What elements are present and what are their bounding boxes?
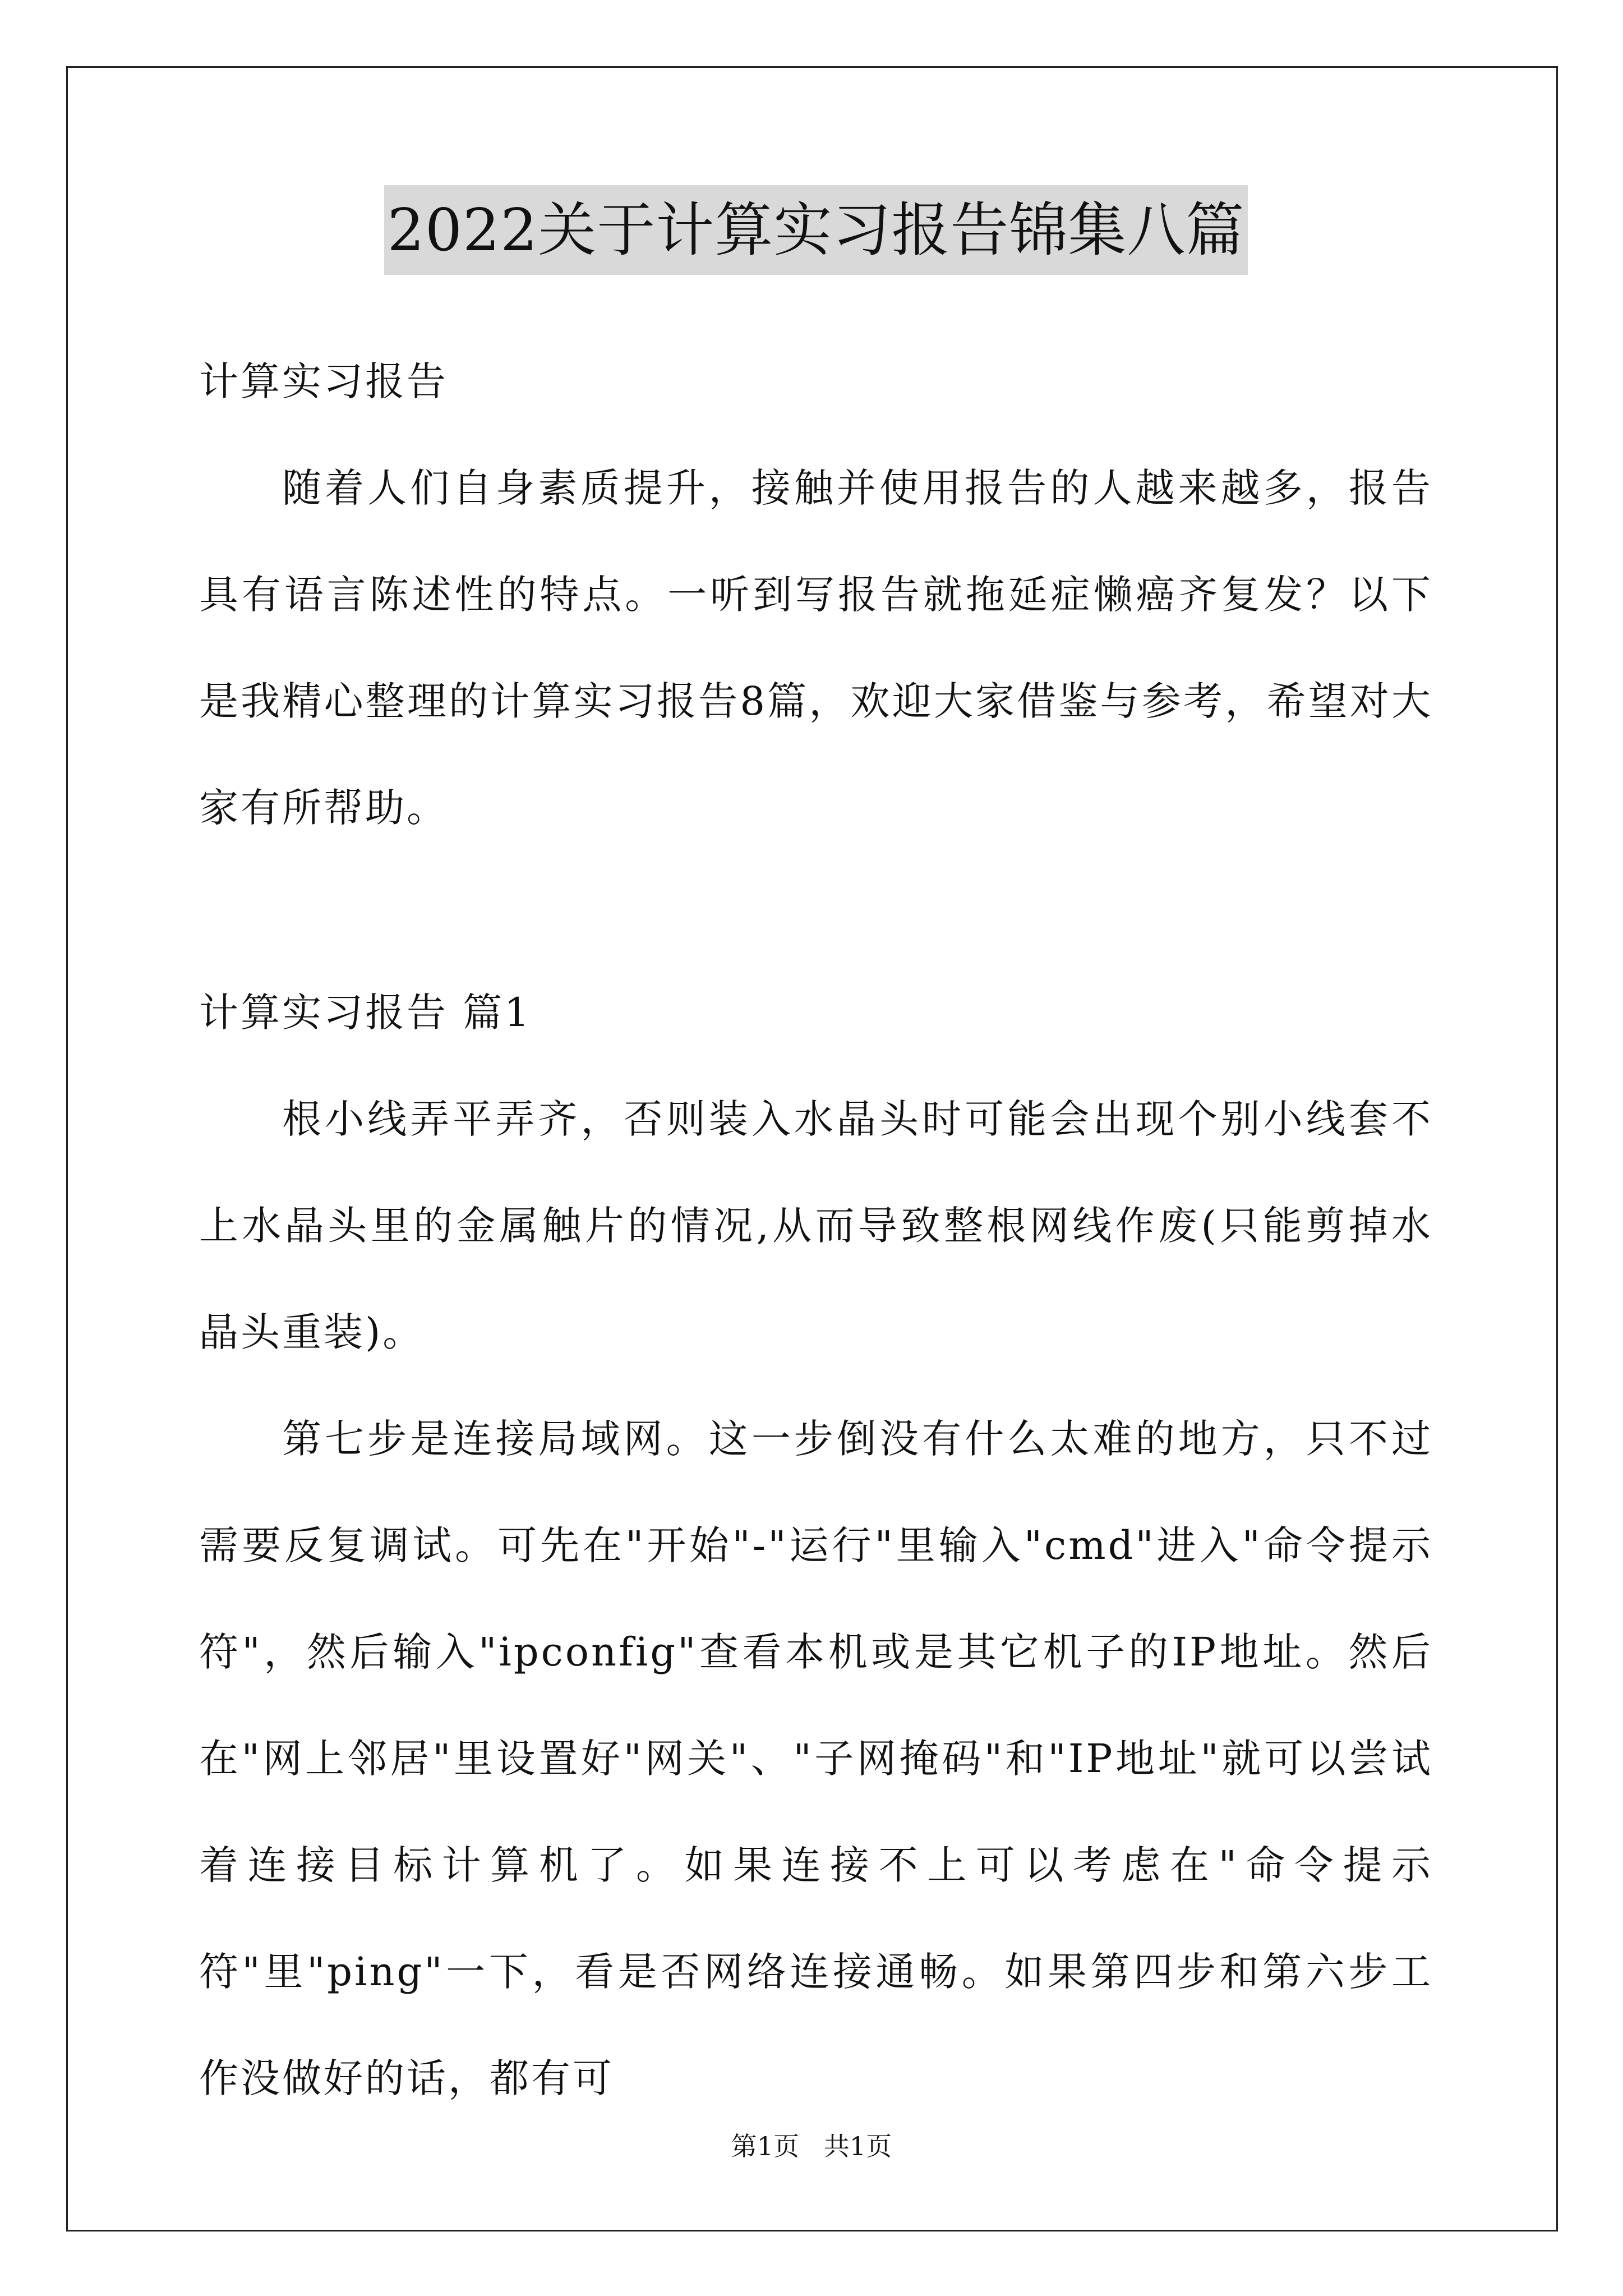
section-paragraph-1: 根小线弄平弄齐，否则装入水晶头时可能会出现个别小线套不上水晶头里的金属触片的情况,从而导致整根网线作废(只能剪掉水晶头重装)。	[199, 1096, 1433, 1355]
intro-heading: 计算实习报告	[199, 358, 448, 404]
section-gap	[199, 861, 1433, 959]
document-body	[199, 185, 1433, 2132]
document-title: 2022关于计算实习报告锦集八篇	[384, 185, 1248, 275]
intro-paragraph: 随着人们自身素质提升，接触并使用报告的人越来越多，报告具有语言陈述性的特点。一听到写报告就拖延症懒癌齐复发？以下是我精心整理的计算实习报告8篇，欢迎大家借鉴与参考，希望对大家有所帮助。	[199, 465, 1433, 831]
title-wrap	[199, 185, 1433, 275]
section-heading: 计算实习报告 篇1	[199, 990, 532, 1036]
section-paragraph-2: 第七步是连接局域网。这一步倒没有什么太难的地方，只不过需要反复调试。可先在"开始"-"运行"里输入"cmd"进入"命令提示符"，然后输入"ipconfig"查看本机或是其它机子的IP地址。然后在"网上邻居"里设置好"网关"、"子网掩码"和"IP地址"就可以尝试着连接目标计算机了。如果连接不上可以考虑在"命令提示符"里"ping"一下，看是否网络连接通畅。如果第四步和第六步工作没做好的话，都有可	[199, 1416, 1433, 2101]
page-footer: 第1页 共1页	[731, 2131, 892, 2161]
